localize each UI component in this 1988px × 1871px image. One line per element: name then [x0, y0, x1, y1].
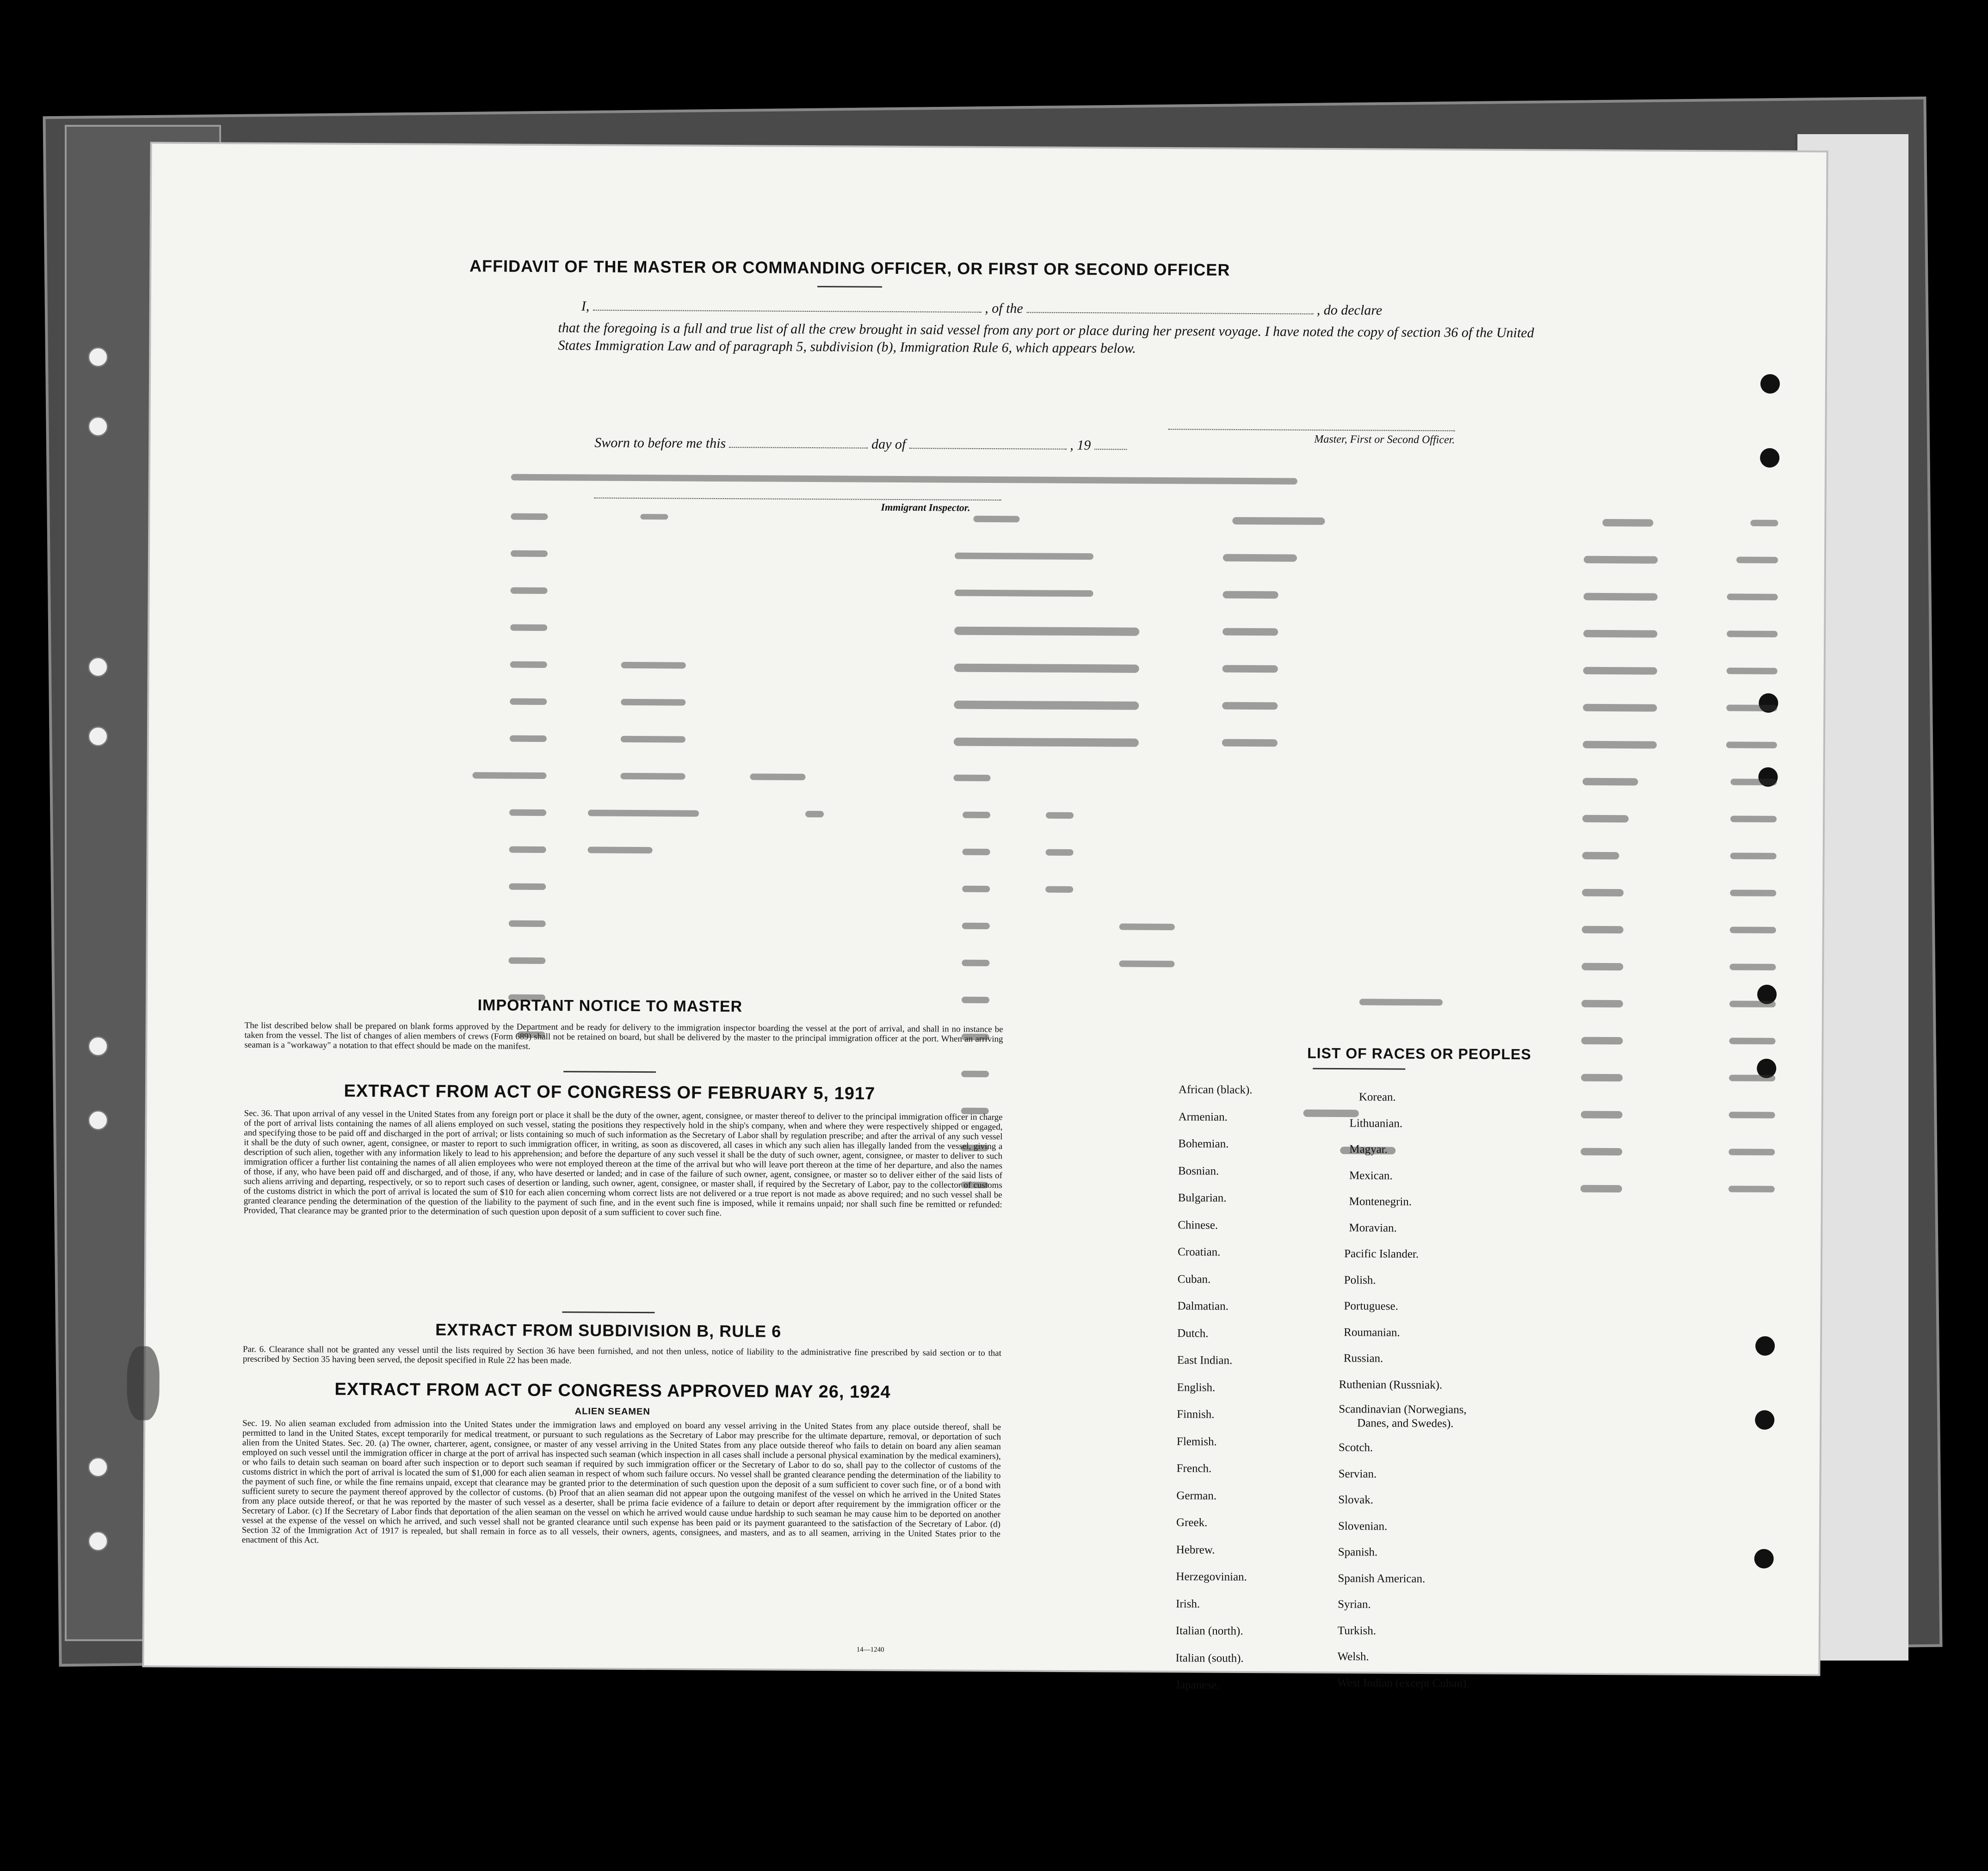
race-item: Bosnian.: [1178, 1164, 1219, 1178]
race-item: Turkish.: [1337, 1624, 1377, 1637]
race-item: Pacific Islander.: [1344, 1247, 1419, 1260]
race-item: Italian (north).: [1175, 1624, 1243, 1637]
inspector-label: Immigrant Inspector.: [881, 501, 970, 513]
race-item: Magyar.: [1349, 1143, 1388, 1156]
binder-hole-icon: [88, 416, 108, 437]
ink-stain: [127, 1346, 160, 1420]
race-item: Mexican.: [1349, 1169, 1393, 1182]
divider: [817, 286, 882, 288]
affidavit-i-label: I,: [581, 298, 590, 314]
punch-hole-icon: [1760, 448, 1779, 468]
binder-hole-icon: [88, 347, 108, 367]
affidavit-declare-label: , do declare: [1316, 302, 1383, 318]
race-item: Korean.: [1358, 1091, 1396, 1104]
race-item: Montenegrin.: [1349, 1195, 1412, 1208]
race-item: Danes, and Swedes).: [1357, 1417, 1454, 1430]
binder-hole-icon: [88, 726, 108, 747]
manifest-page: [144, 144, 1826, 1692]
sworn-day-field[interactable]: [729, 447, 868, 449]
officer-name-field[interactable]: [593, 310, 982, 313]
race-item: Portuguese.: [1344, 1300, 1398, 1313]
extract-rule6-title: EXTRACT FROM SUBDIVISION B, RULE 6: [435, 1320, 782, 1341]
punch-hole-icon: [1755, 1410, 1774, 1430]
binder-hole-icon: [88, 1036, 108, 1056]
race-item: Dutch.: [1177, 1327, 1209, 1340]
race-item: Herzegovinian.: [1176, 1570, 1247, 1583]
sworn-label: Sworn to before me this: [594, 435, 726, 451]
races-title: LIST OF RACES OR PEOPLES: [1307, 1044, 1531, 1063]
affidavit-title: AFFIDAVIT OF THE MASTER OR COMMANDING OFFICER, OR FIRST OR SECOND OFFICER: [469, 256, 1230, 279]
race-item: Servian.: [1338, 1467, 1377, 1480]
important-notice-title: IMPORTANT NOTICE TO MASTER: [477, 996, 743, 1016]
sworn-month-field[interactable]: [909, 448, 1067, 450]
race-item: Spanish American.: [1338, 1572, 1426, 1585]
extract-1924-title: EXTRACT FROM ACT OF CONGRESS APPROVED MAY 26, 1924: [334, 1379, 891, 1402]
race-item: Chinese.: [1178, 1218, 1218, 1232]
race-item: Roumanian.: [1344, 1326, 1400, 1339]
race-item: Polish.: [1344, 1273, 1376, 1286]
race-item: Slovenian.: [1338, 1519, 1388, 1533]
race-item: Bohemian.: [1178, 1137, 1229, 1150]
punch-hole-icon: [1754, 1549, 1774, 1568]
sworn-year-label: , 19: [1070, 437, 1091, 453]
binder-hole-icon: [88, 1110, 108, 1130]
vessel-name-field[interactable]: [1026, 312, 1313, 314]
race-item: Welsh.: [1337, 1650, 1369, 1663]
extract-1924-subtitle: ALIEN SEAMEN: [574, 1406, 650, 1417]
extract-rule6-text: Par. 6. Clearance shall not be granted any vessel until the lists required by Section 36 have been furnished, and not then unless, notice of liability to the administrative fine prescribed by said section or to that prescribed by Section 35 having been served, the deposit specified in Rule 22 has been made.: [242, 1344, 1002, 1366]
sworn-year-field[interactable]: [1094, 449, 1127, 450]
race-item: West Indian (except Cuban).: [1337, 1676, 1469, 1690]
race-item: Finnish.: [1177, 1408, 1215, 1421]
race-item: Italian (south).: [1175, 1651, 1244, 1665]
form-number: 14—1240: [856, 1646, 884, 1654]
race-item: Syrian.: [1338, 1598, 1371, 1611]
important-notice-text: The list described below shall be prepared on blank forms approved by the Department and be ready for delivery to the immigration inspector boarding the vessel at the port of arrival, and shall in no instance be taken from the vessel. The list of changes of alien members of crews (Form 689) shall not be retained on board, but shall be delivered by the master to the principal immigration officer at the port. When an arriving seaman is a "workaway" a notation to that effect should be made on the manifest.: [244, 1020, 1003, 1051]
race-item: English.: [1177, 1381, 1216, 1394]
affidavit-declaration-line: [581, 298, 1562, 319]
race-item: Irish.: [1176, 1597, 1200, 1610]
race-item: Russian.: [1343, 1352, 1383, 1365]
affidavit-of-the-label: , of the: [985, 300, 1023, 316]
race-item: African (black).: [1178, 1083, 1253, 1097]
race-item: Croatian.: [1178, 1246, 1221, 1259]
sworn-line: [594, 435, 1127, 454]
race-item: Lithuanian.: [1349, 1117, 1403, 1130]
punch-hole-icon: [1755, 1336, 1775, 1356]
race-item: German.: [1176, 1489, 1217, 1502]
binder-hole-icon: [88, 1457, 108, 1477]
signature-line[interactable]: [1168, 420, 1455, 446]
sworn-day-label: day of: [871, 436, 906, 452]
race-item: Slovak.: [1338, 1494, 1374, 1507]
binder-hole-icon: [88, 657, 108, 677]
race-item: Ruthenian (Russniak).: [1339, 1378, 1443, 1391]
race-item: Armenian.: [1178, 1110, 1228, 1124]
race-item: Scotch.: [1338, 1441, 1373, 1454]
race-item: Japanese.: [1175, 1679, 1220, 1692]
race-item: Cuban.: [1177, 1272, 1211, 1286]
race-item: East Indian.: [1177, 1354, 1233, 1367]
races-right-column: [1337, 1084, 1664, 1698]
race-item: French.: [1176, 1462, 1212, 1475]
extract-1924-text: Sec. 19. No alien seaman excluded from admission into the United States under the immigration laws and employed on board any vessel arriving in the United States from any place outside thereof, shall be permitted to land in the United States, except temporarily for medical treatment, or pursuant to such regulations as the Secretary of Labor may prescribe for the ultimate departure, removal, or deportation of such alien from the United States. Sec. 20. (a) The owner, charterer, agent, consignee, or master of any vessel arriving in the United States from any place outside thereof who fails to detain on board any alien seaman employed on such vessel until the immigration officer in charge at the port of arrival has inspected such seaman (which inspection in all cases shall include a personal physical examination by the medical examiners), or who fails to detain such seaman on board after such inspection or to deport such seaman if required by such immigration officer or the Secretary of Labor to do so, shall pay to the collector of customs of the customs district in which the port of arrival is located the sum of $1,000 for each alien seaman in respect of whom such failure occurs. No vessel shall be granted clearance pending the determination of the liability to the payment of such fine, or while the fine remains unpaid, except that clearance may be granted prior to the determination of such question upon the deposit of a sum sufficient to cover such fine, or of a bond with sufficient surety to secure the payment thereof approved by the collector of customs. (b) Proof that an alien seaman did not appear upon the outgoing manifest of the vessel on which he arrived in the United States from any place outside thereof, or that he was reported by the master of such vessel as a deserter, shall be prima facie evidence of a failure to detain or deport after requirement by the immigration officer or the Secretary of Labor. (c) If the Secretary of Labor finds that deportation of the alien seaman on the vessel on which he arrived would cause undue hardship to such seaman he may cause him to be deported on another vessel at the expense of the vessel on which he arrived, and such vessel shall not be granted clearance until such expense has been paid or its payment guaranteed to the satisfaction of the Secretary of Labor. (d) Section 32 of the Immigration Act of 1917 is repealed, but shall remain in force as to all vessels, their owners, agents, consignees, and masters, and as to all seamen, arriving in the United States prior to the enactment of this Act.: [241, 1418, 1001, 1545]
divider: [562, 1311, 654, 1313]
extract-1917-title: EXTRACT FROM ACT OF CONGRESS OF FEBRUARY 5, 1917: [344, 1081, 876, 1104]
race-item: Greek.: [1176, 1516, 1208, 1529]
race-item: Dalmatian.: [1177, 1300, 1229, 1313]
extract-1917-text: Sec. 36. That upon arrival of any vessel in the United States from any foreign port or place it shall be the duty of the owner, agent, consignee, or master thereof to deliver to the principal immigration officer in charge of the port of arrival lists containing the names of all aliens employed on such vessel, stating the positions they respectively hold in the ship's company, when and where they were respectively shipped or engaged, and specifying those to be paid off and discharged in the port of arrival; or lists containing so much of such information as the Secretary of Labor shall by regulation prescribe; and after the arrival of any such vessel it shall be the duty of such owner, agent, consignee, or master to report to such immigration officer, in writing, as soon as discovered, all cases in which any such alien has illegally landed from the vessel, giving a description of such alien, together with any information likely to lead to his apprehension; and before the departure of any such vessel it shall be the duty of such owner, agent, consignee, or master to deliver to such immigration officer a further list containing the names of all alien employees who were not employed thereon at the time of the arrival but who will leave port thereon at the time of her departure, and also the names of those, if any, who have been paid off and discharged, and of those, if any, who have deserted or landed; and in case of the failure of such owner, agent, consignee, or master so to deliver either of the said lists of such aliens arriving and departing, respectively, or so to report such cases of desertion or landing, such owner, agent, consignee, or master shall, if required by the Secretary of Labor, pay to the collector of customs of the customs district in which the port of arrival is located the sum of $10 for each alien concerning whom correct lists are not delivered or a true report is not made as above required; and no such vessel shall be granted clearance pending the determination of the question of the liability to the payment of such fine, and in the event such fine is imposed, while it remains unpaid; nor shall such fine be remitted or refunded: Provided, That clearance may be granted prior to the determination of such question upon deposit of a sum sufficient to cover such fine.: [243, 1108, 1003, 1218]
race-item: Spanish.: [1338, 1546, 1378, 1559]
race-item: Flemish.: [1176, 1435, 1217, 1448]
binder-hole-icon: [88, 1531, 108, 1551]
race-item: Scandinavian (Norwegians,: [1339, 1403, 1467, 1416]
punch-hole-icon: [1760, 374, 1780, 394]
race-item: Bulgarian.: [1178, 1192, 1227, 1204]
affidavit-body: that the foregoing is a full and true list of all the crew brought in said vessel from any port or place during her present voyage. I have noted the copy of section 36 of the United States Immigration Law and of paragraph 5, subdivision (b), Immigration Rule 6, which appears below.: [558, 320, 1534, 356]
signature-label: Master, First or Second Officer.: [1314, 433, 1455, 446]
race-item: Hebrew.: [1176, 1543, 1215, 1556]
race-item: Moravian.: [1349, 1221, 1397, 1235]
